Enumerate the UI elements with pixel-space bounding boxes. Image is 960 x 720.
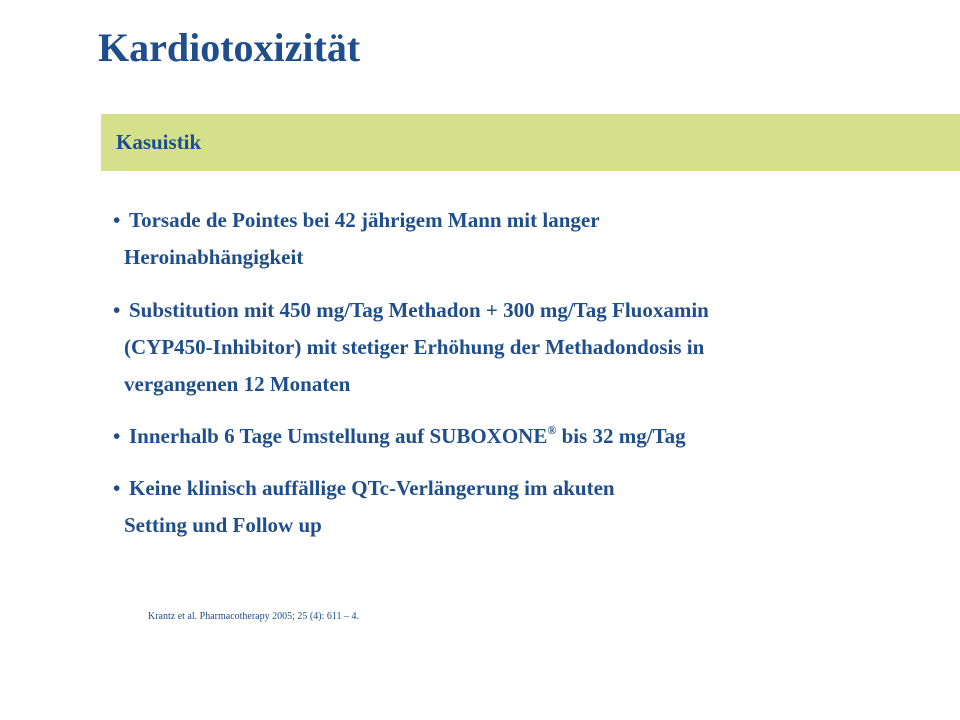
bullet-text: Innerhalb 6 Tage Umstellung auf SUBOXONE bbox=[129, 424, 548, 448]
bullet-symbol: • bbox=[113, 424, 121, 448]
bullet-line bbox=[113, 202, 600, 239]
bullet-text: Keine klinisch auffällige QTc-Verlängerung im akuten bbox=[129, 476, 615, 500]
bullet-symbol: • bbox=[113, 476, 121, 500]
section-header-bar bbox=[101, 114, 960, 171]
bullet-line: vergangenen 12 Monaten bbox=[124, 372, 351, 396]
section-label: Kasuistik bbox=[116, 130, 202, 154]
bullet-line bbox=[113, 292, 709, 329]
bullet-symbol: • bbox=[113, 208, 121, 232]
bullet-line bbox=[113, 470, 615, 507]
registered-trademark: ® bbox=[547, 423, 557, 437]
bullet-symbol: • bbox=[113, 298, 121, 322]
bullet-item-4 bbox=[113, 470, 615, 544]
bullet-text: Substitution mit 450 mg/Tag Methadon + 300 mg/Tag Fluoxamin bbox=[129, 298, 709, 322]
slide-title: Kardiotoxizität bbox=[98, 25, 361, 70]
bullet-line: (CYP450-Inhibitor) mit stetiger Erhöhung der Methadondosis in bbox=[124, 335, 705, 359]
bullet-text: bis 32 mg/Tag bbox=[556, 424, 686, 448]
bullet-line bbox=[113, 418, 686, 455]
bullet-item-2 bbox=[113, 292, 709, 403]
reference-footnote: Krantz et al. Pharmacotherapy 2005; 25 (4): 611 – 4. bbox=[148, 611, 359, 622]
bullet-text: Torsade de Pointes bei 42 jährigem Mann mit langer bbox=[129, 208, 600, 232]
bullet-line: Heroinabhängigkeit bbox=[124, 245, 304, 269]
bullet-item-1 bbox=[113, 202, 600, 276]
bullet-line: Setting und Follow up bbox=[124, 513, 322, 537]
bullet-item-3 bbox=[113, 418, 686, 455]
